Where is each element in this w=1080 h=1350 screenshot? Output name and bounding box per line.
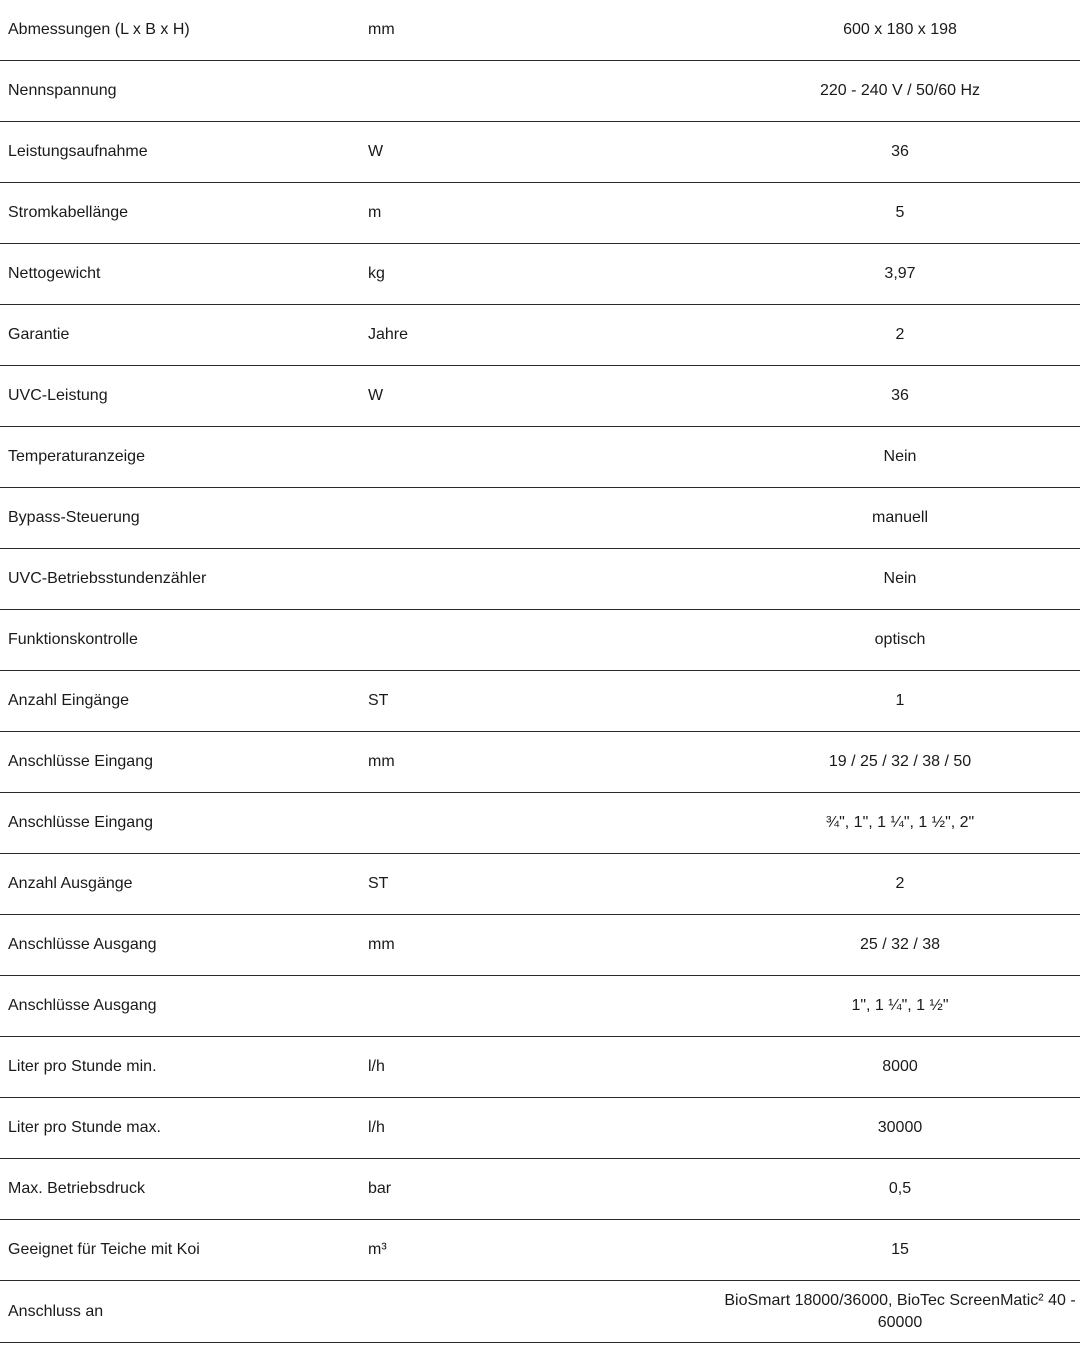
spec-value: 15 [720, 1220, 1080, 1281]
spec-value: 36 [720, 366, 1080, 427]
spec-label: Geeignet für Teiche mit Koi [0, 1220, 368, 1281]
spec-unit: l/h [368, 1037, 720, 1098]
spec-value: optisch [720, 610, 1080, 671]
spec-unit [368, 1281, 720, 1343]
spec-label: Anzahl Eingänge [0, 671, 368, 732]
spec-label: Temperaturanzeige [0, 427, 368, 488]
spec-row [0, 183, 1080, 244]
spec-label: Liter pro Stunde max. [0, 1098, 368, 1159]
spec-row [0, 1098, 1080, 1159]
spec-value: 220 - 240 V / 50/60 Hz [720, 61, 1080, 122]
spec-row [0, 915, 1080, 976]
spec-label: Abmessungen (L x B x H) [0, 0, 368, 61]
spec-value: 30000 [720, 1098, 1080, 1159]
spec-unit: ST [368, 671, 720, 732]
spec-label: Nennspannung [0, 61, 368, 122]
spec-label: Anzahl Ausgänge [0, 854, 368, 915]
spec-unit [368, 427, 720, 488]
spec-row [0, 854, 1080, 915]
spec-unit: kg [368, 244, 720, 305]
spec-value: 1", 1 ¼", 1 ½" [720, 976, 1080, 1037]
spec-label: Liter pro Stunde min. [0, 1037, 368, 1098]
spec-value: ¾", 1", 1 ¼", 1 ½", 2" [720, 793, 1080, 854]
spec-row [0, 366, 1080, 427]
spec-row [0, 427, 1080, 488]
spec-value: 36 [720, 122, 1080, 183]
spec-label: Anschlüsse Ausgang [0, 915, 368, 976]
spec-unit [368, 976, 720, 1037]
spec-label: Anschluss an [0, 1281, 368, 1343]
spec-row [0, 1037, 1080, 1098]
spec-label: Anschlüsse Eingang [0, 793, 368, 854]
spec-label: UVC-Leistung [0, 366, 368, 427]
spec-row [0, 549, 1080, 610]
spec-row [0, 1220, 1080, 1281]
spec-unit: mm [368, 732, 720, 793]
spec-unit [368, 488, 720, 549]
spec-value: 5 [720, 183, 1080, 244]
spec-unit: mm [368, 915, 720, 976]
spec-value: 2 [720, 305, 1080, 366]
spec-value: 25 / 32 / 38 [720, 915, 1080, 976]
spec-value: Nein [720, 549, 1080, 610]
spec-row [0, 1281, 1080, 1343]
spec-unit: W [368, 366, 720, 427]
spec-label: Funktionskontrolle [0, 610, 368, 671]
spec-unit: W [368, 122, 720, 183]
spec-unit [368, 793, 720, 854]
spec-unit [368, 61, 720, 122]
spec-unit: ST [368, 854, 720, 915]
spec-value: 8000 [720, 1037, 1080, 1098]
spec-row [0, 793, 1080, 854]
spec-label: Leistungsaufnahme [0, 122, 368, 183]
spec-label: Bypass-Steuerung [0, 488, 368, 549]
spec-row [0, 122, 1080, 183]
spec-label: Anschlüsse Ausgang [0, 976, 368, 1037]
spec-row [0, 610, 1080, 671]
spec-value: BioSmart 18000/36000, BioTec ScreenMatic² 40 - 60000 [720, 1281, 1080, 1343]
spec-row [0, 61, 1080, 122]
spec-unit [368, 549, 720, 610]
spec-row [0, 671, 1080, 732]
spec-row [0, 732, 1080, 793]
spec-unit: l/h [368, 1098, 720, 1159]
spec-label: UVC-Betriebsstundenzähler [0, 549, 368, 610]
spec-value: 3,97 [720, 244, 1080, 305]
spec-value: 19 / 25 / 32 / 38 / 50 [720, 732, 1080, 793]
spec-value: manuell [720, 488, 1080, 549]
spec-row [0, 305, 1080, 366]
spec-value: 1 [720, 671, 1080, 732]
spec-row [0, 1159, 1080, 1220]
spec-unit: m³ [368, 1220, 720, 1281]
spec-row [0, 244, 1080, 305]
spec-value: 0,5 [720, 1159, 1080, 1220]
spec-unit: mm [368, 0, 720, 61]
spec-value: Nein [720, 427, 1080, 488]
spec-unit: Jahre [368, 305, 720, 366]
spec-label: Nettogewicht [0, 244, 368, 305]
spec-row [0, 0, 1080, 61]
spec-label: Max. Betriebsdruck [0, 1159, 368, 1220]
spec-label: Stromkabellänge [0, 183, 368, 244]
spec-unit [368, 610, 720, 671]
spec-unit: m [368, 183, 720, 244]
spec-value: 2 [720, 854, 1080, 915]
spec-label: Garantie [0, 305, 368, 366]
spec-row [0, 976, 1080, 1037]
spec-unit: bar [368, 1159, 720, 1220]
spec-value: 600 x 180 x 198 [720, 0, 1080, 61]
spec-label: Anschlüsse Eingang [0, 732, 368, 793]
spec-row [0, 488, 1080, 549]
